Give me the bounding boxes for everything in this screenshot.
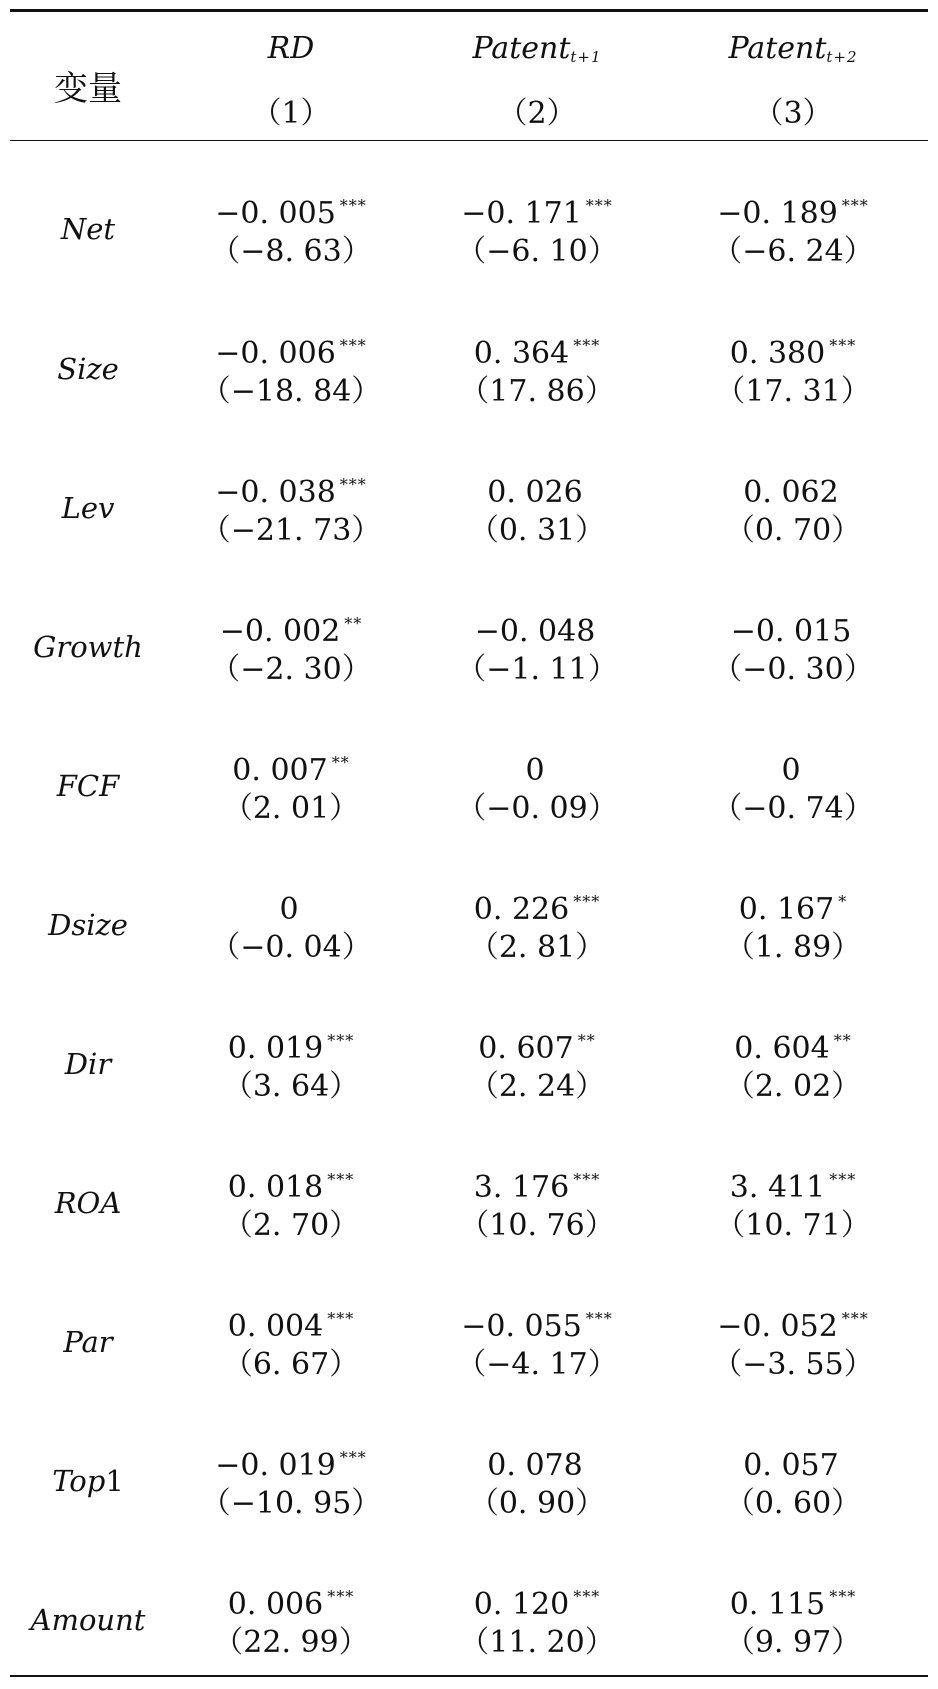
coefficient <box>416 882 658 928</box>
estimate-cell <box>658 158 928 299</box>
coefficient <box>658 326 928 372</box>
estimate-cell <box>658 994 928 1133</box>
table-row <box>10 994 928 1133</box>
coefficient <box>416 1299 658 1345</box>
significance-stars: *** <box>339 335 367 355</box>
t-statistic: （−1. 11） <box>456 651 618 687</box>
significance-stars: *** <box>829 1586 857 1606</box>
variable-name-text: Lev <box>61 490 115 525</box>
significance-stars: *** <box>327 1169 355 1189</box>
coefficient-value: 0. 078 <box>487 1447 583 1483</box>
coefficient <box>416 465 658 511</box>
coefficient-value: 0. 226 <box>473 891 570 927</box>
table-row <box>10 1133 928 1272</box>
variable-name <box>10 1133 166 1272</box>
variable-name-text: Net <box>60 211 116 246</box>
estimate-cell <box>416 158 658 299</box>
estimate-cell <box>416 994 658 1133</box>
significance-stars: *** <box>327 1586 355 1606</box>
variable-name <box>10 158 166 299</box>
significance-stars: *** <box>585 1308 613 1328</box>
variable-name <box>10 438 166 577</box>
coefficient-value: 0 <box>781 752 801 788</box>
estimate-cell <box>658 1272 928 1411</box>
significance-stars: *** <box>339 1447 367 1467</box>
table-row <box>10 299 928 438</box>
t-statistic: （9. 97） <box>724 1624 862 1660</box>
coefficient <box>658 1438 928 1484</box>
table-header <box>10 12 928 158</box>
variable-name <box>10 1550 166 1689</box>
regression-table <box>10 12 928 1689</box>
estimate-cell <box>416 1550 658 1689</box>
t-statistic: （17. 86） <box>459 373 615 409</box>
coefficient <box>416 604 658 650</box>
t-statistic: （−21. 73） <box>200 512 382 548</box>
column-3-name: Patent <box>728 31 827 66</box>
t-statistic: （−10. 95） <box>200 1485 382 1521</box>
coefficient-value: 0. 604 <box>734 1030 830 1066</box>
estimate-cell <box>166 716 416 855</box>
coefficient-value: 0 <box>279 891 299 927</box>
coefficient <box>658 604 928 650</box>
table-row <box>10 1550 928 1689</box>
significance-stars: *** <box>339 195 367 215</box>
table-row <box>10 1411 928 1550</box>
t-statistic: （−8. 63） <box>210 233 372 269</box>
table-row <box>10 855 928 994</box>
coefficient <box>658 1021 928 1067</box>
estimate-cell <box>416 1133 658 1272</box>
estimate-cell <box>166 1272 416 1411</box>
coefficient-value: −0. 038 <box>215 474 336 510</box>
coefficient-value: 3. 411 <box>729 1169 826 1205</box>
estimate-cell <box>166 577 416 716</box>
estimate-cell <box>658 1411 928 1550</box>
coefficient <box>166 326 416 372</box>
estimate-cell <box>416 716 658 855</box>
coefficient-value: 0. 057 <box>743 1447 839 1483</box>
estimate-cell <box>658 855 928 994</box>
column-header-2 <box>416 12 658 80</box>
coefficient <box>166 1577 416 1623</box>
estimate-cell <box>658 438 928 577</box>
t-statistic: （−6. 24） <box>712 233 874 269</box>
t-statistic: （10. 76） <box>459 1207 615 1243</box>
variable-name-text: Dir <box>64 1046 112 1081</box>
variable-name-text: Size <box>57 351 119 386</box>
coefficient <box>166 743 416 789</box>
coefficient <box>166 1021 416 1067</box>
coefficient-value: 0. 019 <box>227 1030 324 1066</box>
significance-stars: *** <box>585 195 613 215</box>
coefficient-value: 0. 167 <box>738 891 835 927</box>
estimate-cell <box>416 577 658 716</box>
coefficient <box>658 1577 928 1623</box>
variable-name <box>10 716 166 855</box>
coefficient <box>658 1299 928 1345</box>
coefficient <box>166 604 416 650</box>
significance-stars: *** <box>573 891 601 911</box>
coefficient-value: 0. 007 <box>232 752 328 788</box>
coefficient <box>658 186 928 232</box>
coefficient-value: 0. 115 <box>729 1586 826 1622</box>
table-body <box>10 158 928 1689</box>
coefficient <box>416 186 658 232</box>
column-2-subscript: t+1 <box>570 48 602 66</box>
variable-name-text: Growth <box>33 629 143 664</box>
significance-stars: ** <box>344 613 363 633</box>
t-statistic: （1. 89） <box>724 929 862 965</box>
estimate-cell <box>658 1133 928 1272</box>
t-statistic: （−2. 30） <box>210 651 372 687</box>
significance-stars: *** <box>829 1169 857 1189</box>
column-number-3: （3） <box>753 96 833 131</box>
coefficient-value: −0. 015 <box>730 613 852 649</box>
column-number-1: （1） <box>251 96 331 131</box>
significance-stars: *** <box>573 1169 601 1189</box>
coefficient <box>166 186 416 232</box>
column-2-name: Patent <box>472 31 571 66</box>
coefficient-value: −0. 052 <box>717 1308 838 1344</box>
t-statistic: （−4. 17） <box>456 1346 618 1382</box>
t-statistic: （−0. 30） <box>712 651 874 687</box>
estimate-cell <box>416 438 658 577</box>
significance-stars: *** <box>327 1030 355 1050</box>
t-statistic: （6. 67） <box>222 1346 360 1382</box>
estimate-cell <box>416 299 658 438</box>
coefficient <box>166 1299 416 1345</box>
coefficient-value: −0. 055 <box>461 1308 582 1344</box>
coefficient-value: −0. 002 <box>219 613 341 649</box>
variable-name-text: Par <box>63 1324 113 1359</box>
estimate-cell <box>166 855 416 994</box>
t-statistic: （−3. 55） <box>712 1346 874 1382</box>
coefficient-value: 0. 380 <box>729 335 826 371</box>
coefficient-value: −0. 171 <box>461 195 582 231</box>
t-statistic: （−6. 10） <box>456 233 618 269</box>
coefficient <box>166 882 416 928</box>
t-statistic: （−0. 09） <box>456 790 618 826</box>
significance-stars: ** <box>331 752 350 772</box>
estimate-cell <box>166 1550 416 1689</box>
table-row <box>10 158 928 299</box>
estimate-cell <box>658 716 928 855</box>
table-row <box>10 438 928 577</box>
estimate-cell <box>166 1411 416 1550</box>
estimate-cell <box>166 438 416 577</box>
t-statistic: （2. 70） <box>222 1207 360 1243</box>
significance-stars: *** <box>339 474 367 494</box>
significance-stars: *** <box>829 335 857 355</box>
coefficient-value: −0. 019 <box>215 1447 336 1483</box>
coefficient <box>416 1577 658 1623</box>
table-row <box>10 577 928 716</box>
t-statistic: （22. 99） <box>213 1624 369 1660</box>
coefficient-value: 0. 004 <box>227 1308 324 1344</box>
estimate-cell <box>658 577 928 716</box>
estimate-cell <box>416 855 658 994</box>
significance-stars: *** <box>327 1308 355 1328</box>
t-statistic: （−0. 74） <box>712 790 874 826</box>
significance-stars: *** <box>841 1308 869 1328</box>
t-statistic: （10. 71） <box>715 1207 871 1243</box>
coefficient <box>166 465 416 511</box>
t-statistic: （2. 01） <box>222 790 360 826</box>
variable-name-text: ROA <box>54 1185 122 1220</box>
coefficient <box>416 326 658 372</box>
t-statistic: （0. 90） <box>468 1485 606 1521</box>
variable-name <box>10 1272 166 1411</box>
estimate-cell <box>658 1550 928 1689</box>
coefficient <box>166 1160 416 1206</box>
coefficient-value: −0. 048 <box>474 613 596 649</box>
coefficient <box>166 1438 416 1484</box>
estimate-cell <box>416 1272 658 1411</box>
significance-stars: ** <box>833 1030 852 1050</box>
t-statistic: （−0. 04） <box>210 929 372 965</box>
t-statistic: （0. 60） <box>724 1485 862 1521</box>
significance-stars: *** <box>573 335 601 355</box>
coefficient-value: 0. 364 <box>473 335 570 371</box>
regression-table-page <box>10 0 928 1680</box>
variable-name-text: Dsize <box>48 907 128 942</box>
coefficient-value: 0 <box>525 752 545 788</box>
variable-name-text: Top <box>52 1463 106 1498</box>
coefficient <box>416 1021 658 1067</box>
coefficient-value: −0. 006 <box>215 335 336 371</box>
variable-name <box>10 299 166 438</box>
t-statistic: （2. 81） <box>468 929 606 965</box>
column-header-1 <box>166 12 416 80</box>
coefficient-value: 0. 607 <box>478 1030 574 1066</box>
variable-name-text: FCF <box>56 768 120 803</box>
column-header-3 <box>658 12 928 80</box>
t-statistic: （−18. 84） <box>200 373 382 409</box>
variable-name <box>10 577 166 716</box>
significance-stars: *** <box>573 1586 601 1606</box>
coefficient <box>658 743 928 789</box>
variable-name <box>10 994 166 1133</box>
coefficient <box>658 1160 928 1206</box>
significance-stars: * <box>838 891 848 911</box>
estimate-cell <box>166 158 416 299</box>
coefficient <box>658 882 928 928</box>
table-row <box>10 1272 928 1411</box>
t-statistic: （0. 31） <box>468 512 606 548</box>
significance-stars: *** <box>841 195 869 215</box>
t-statistic: （17. 31） <box>715 373 871 409</box>
coefficient <box>416 1438 658 1484</box>
t-statistic: （3. 64） <box>222 1068 360 1104</box>
estimate-cell <box>166 994 416 1133</box>
estimate-cell <box>166 299 416 438</box>
variable-name-text: Amount <box>30 1602 146 1637</box>
coefficient <box>416 1160 658 1206</box>
variable-name <box>10 855 166 994</box>
estimate-cell <box>416 1411 658 1550</box>
table-row <box>10 716 928 855</box>
coefficient <box>416 743 658 789</box>
column-1-name: RD <box>267 31 315 66</box>
coefficient-value: 0. 062 <box>743 474 839 510</box>
coefficient <box>658 465 928 511</box>
estimate-cell <box>166 1133 416 1272</box>
variable-name <box>10 1411 166 1550</box>
column-number-2: （2） <box>497 96 577 131</box>
coefficient-value: 0. 120 <box>473 1586 570 1622</box>
significance-stars: ** <box>577 1030 596 1050</box>
t-statistic: （2. 24） <box>468 1068 606 1104</box>
estimate-cell <box>658 299 928 438</box>
coefficient-value: 3. 176 <box>473 1169 570 1205</box>
t-statistic: （0. 70） <box>724 512 862 548</box>
coefficient-value: 0. 018 <box>227 1169 324 1205</box>
coefficient-value: 0. 026 <box>487 474 583 510</box>
variable-column-header: 变量 <box>54 68 122 109</box>
t-statistic: （11. 20） <box>459 1624 615 1660</box>
coefficient-value: −0. 189 <box>717 195 838 231</box>
t-statistic: （2. 02） <box>724 1068 862 1104</box>
column-3-subscript: t+2 <box>826 48 858 66</box>
coefficient-value: 0. 006 <box>227 1586 324 1622</box>
variable-name-suffix: 1 <box>105 1463 124 1498</box>
coefficient-value: −0. 005 <box>215 195 336 231</box>
